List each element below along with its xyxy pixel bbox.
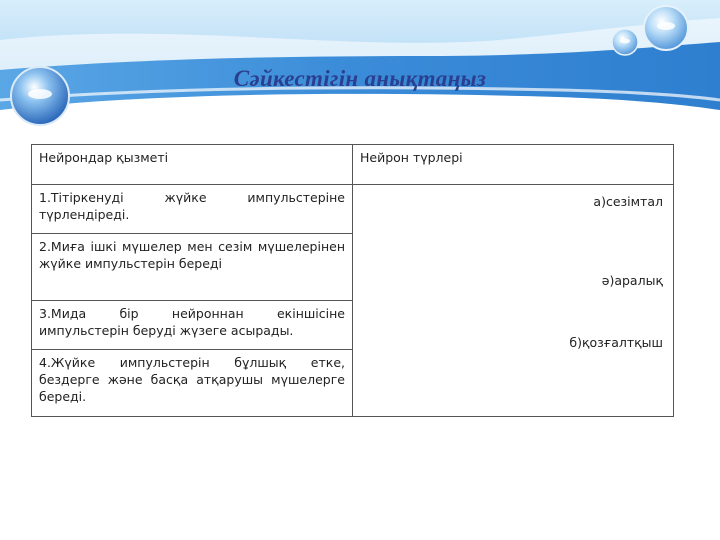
orb-decoration-right [640, 4, 694, 54]
table-header-row [32, 145, 674, 185]
function-item-1: 1.Тітіркенуді жүйке импульстеріне түрлендіреді. [32, 185, 353, 234]
function-item-2: 2.Миға ішкі мүшелер мен сезім мүшелерінен жүйке импульстерін береді [32, 234, 353, 301]
neuron-type-interneuron: ә)аралық [601, 273, 663, 288]
matching-table [31, 144, 674, 417]
page-title: Сәйкестігін анықтаңыз [233, 66, 487, 91]
column-header-functions: Нейрондар қызметі [32, 145, 353, 185]
function-item-4: 4.Жүйке импульстерін бұлшық етке, бездерге және басқа атқарушы мүшелерге береді. [32, 350, 353, 417]
neuron-type-motor: б)қозғалтқыш [569, 335, 663, 350]
orb-decoration-small [608, 26, 642, 58]
neuron-types-cell [353, 185, 674, 417]
header-banner [0, 0, 720, 120]
header-background-graphic [0, 0, 720, 120]
column-header-types: Нейрон түрлері [353, 145, 674, 185]
neuron-type-sensory: а)сезімтал [593, 194, 663, 209]
function-item-3: 3.Мида бір нейроннан екіншісіне импульстерін беруді жүзеге асырады. [32, 301, 353, 350]
table-row [32, 185, 674, 234]
